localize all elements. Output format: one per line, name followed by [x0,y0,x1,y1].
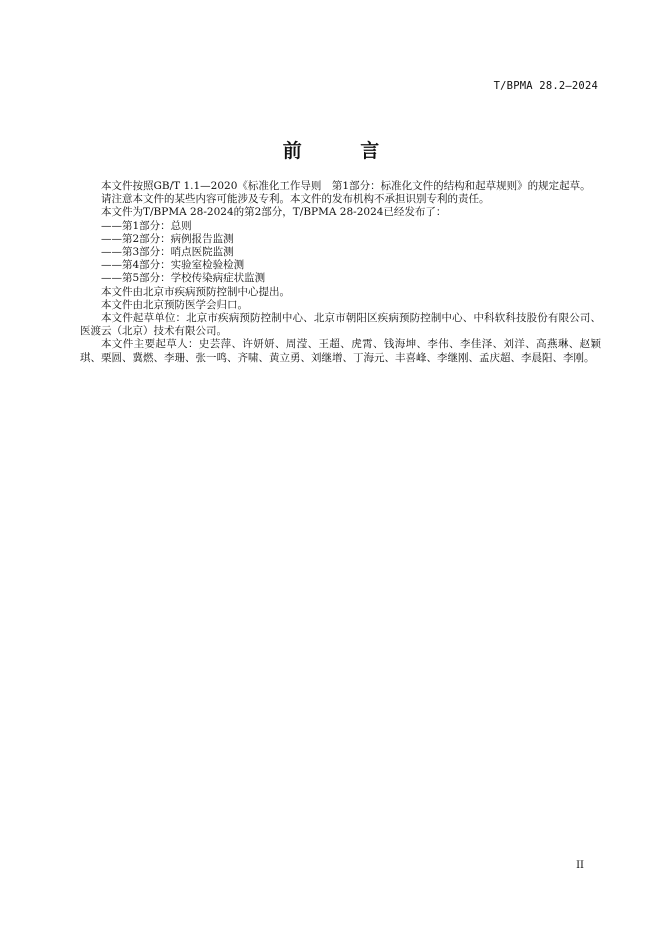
paragraph-administrator: 本文件由北京预防医学会归口。 [101,298,248,311]
list-item: ——第2部分：病例报告监测 [101,232,234,245]
paragraph-drafting-basis: 本文件按照GB/T 1.1—2020《标准化工作导则 第1部分：标准化文件的结构和起草规则》的规定起草。 [101,180,591,192]
document-code: T/BPMA 28.2—2024 [493,80,598,92]
page-number: II [576,860,584,871]
list-item: ——第5部分：学校传染病症状监测 [101,272,266,285]
paragraph-patent-notice: 请注意本文件的某些内容可能涉及专利。本文件的发布机构不承担识别专利的责任。 [101,193,490,206]
list-item: ——第4部分：实验室检验检测 [101,259,245,272]
page-title: 前 言 [282,140,406,162]
paragraph-proposer: 本文件由北京市疾病预防控制中心提出。 [101,285,290,298]
foreword-body [80,180,601,365]
list-item: ——第3部分：哨点医院监测 [101,246,234,259]
list-item: ——第1部分：总则 [101,219,192,232]
paragraph-drafters: 本文件主要起草人：史芸萍、许妍妍、周滢、王超、虎霄、钱海坤、李伟、李佳泽、刘洋、高燕琳、赵颖琪、栗圆、冀燃、李珊、张一鸣、齐啸、黄立勇、刘继增、丁海元、丰喜峰、李继刚、孟庆超、李晨阳、李刚。 [80,338,601,364]
paragraph-drafting-units: 本文件起草单位：北京市疾病预防控制中心、北京市朝阳区疾病预防控制中心、中科软科技股份有限公司、医渡云（北京）技术有限公司。 [80,312,601,338]
paragraph-series-info: 本文件为T/BPMA 28-2024的第2部分，T/BPMA 28-2024已经发布了： [101,206,447,219]
